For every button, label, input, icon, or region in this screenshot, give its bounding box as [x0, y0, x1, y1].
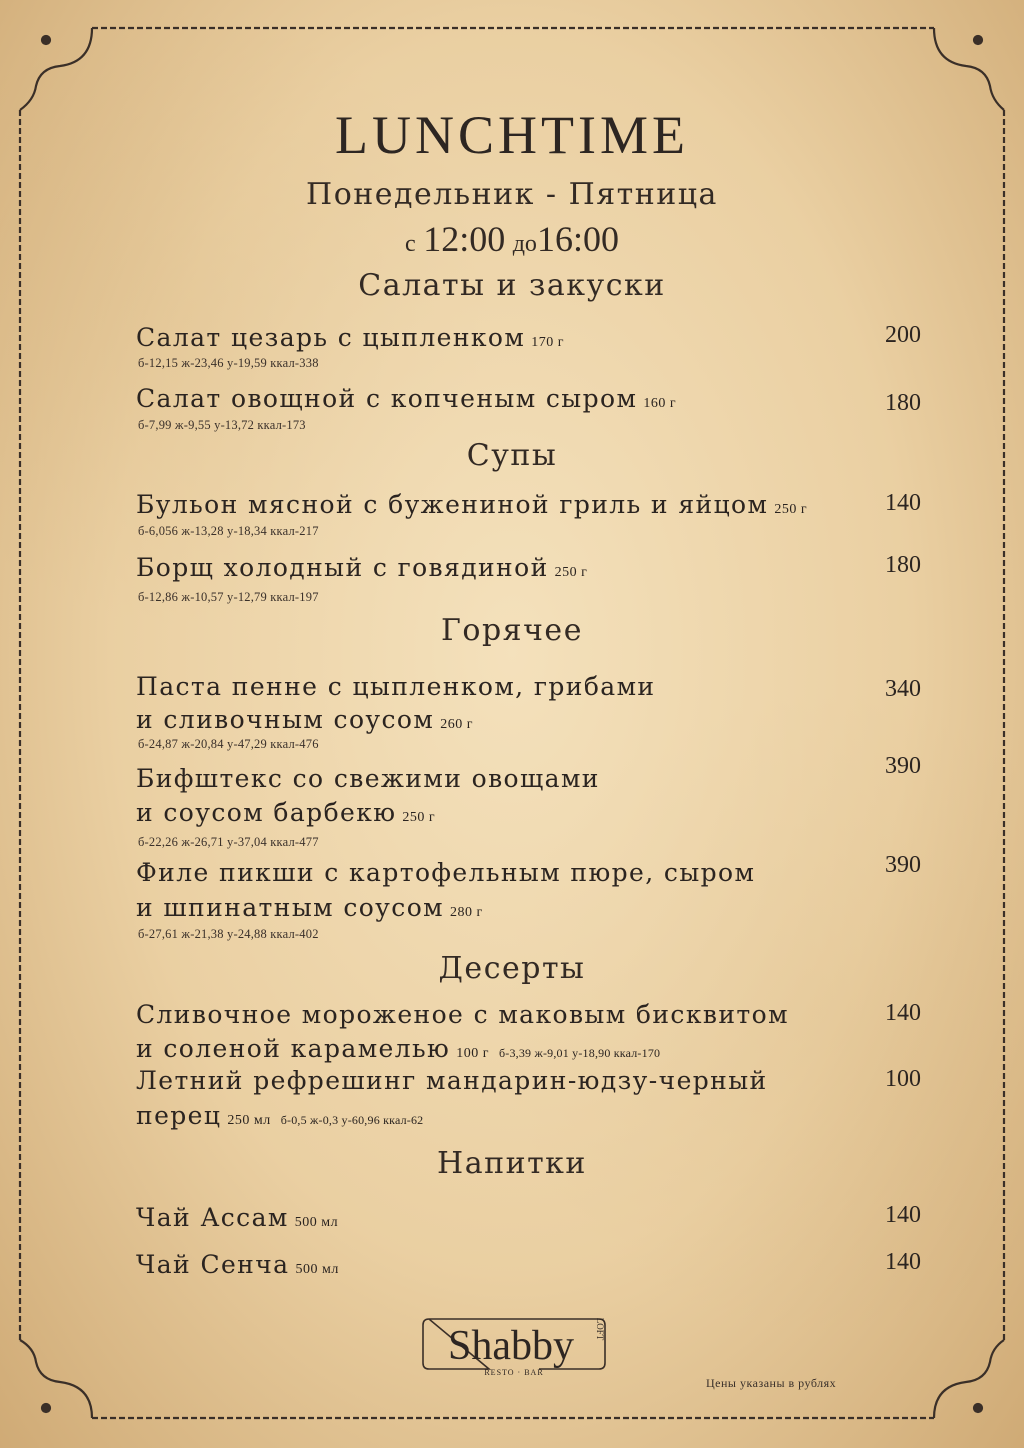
menu-item-price: 200 — [885, 322, 921, 348]
menu-item-nutrition: б-24,87 ж-20,84 у-47,29 ккал-476 — [138, 737, 319, 751]
menu-item-name-cont: перец 250 мл б-0,5 ж-0,3 у-60,96 ккал-62 — [136, 1101, 424, 1130]
menu-item-price: 390 — [885, 852, 921, 878]
logo-main-text: Shabby — [448, 1323, 574, 1369]
page-title: LUNCHTIME — [335, 105, 689, 165]
menu-item-name: Бифштекс со свежими овощами — [136, 764, 600, 793]
menu-item-price: 100 — [885, 1066, 921, 1092]
menu-item-nutrition: б-22,26 ж-26,71 у-37,04 ккал-477 — [138, 835, 319, 849]
menu-item-name: Сливочное мороженое с маковым бисквитом — [136, 1000, 789, 1029]
logo-top-text: LOFT — [595, 1317, 605, 1341]
hours-to-word: до — [512, 231, 537, 257]
hours-to: 16:00 — [536, 219, 619, 259]
menu-item-name: Чай Ассам 500 мл — [136, 1203, 339, 1232]
shabby-logo — [419, 1315, 609, 1381]
menu-item-name: Бульон мясной с бужениной гриль и яйцом 250 г — [136, 490, 808, 519]
menu-item-price: 390 — [885, 753, 921, 779]
menu-item-name: Филе пикши с картофельным пюре, сыром — [136, 858, 756, 887]
section-title-salads: Салаты и закуски — [358, 268, 666, 303]
hours-from: 12:00 — [423, 219, 506, 259]
menu-item-price: 180 — [885, 552, 921, 578]
menu-item-name: Паста пенне с цыпленком, грибами — [136, 672, 656, 701]
menu-item-price: 140 — [885, 1249, 921, 1275]
menu-item-nutrition: б-27,61 ж-21,38 у-24,88 ккал-402 — [138, 927, 319, 941]
menu-item-nutrition: б-6,056 ж-13,28 у-18,34 ккал-217 — [138, 524, 319, 538]
section-title-soups: Супы — [466, 438, 558, 473]
menu-item-nutrition: б-7,99 ж-9,55 у-13,72 ккал-173 — [138, 418, 306, 432]
menu-item-price: 140 — [885, 1202, 921, 1228]
menu-item-name-cont: и соусом барбекю 250 г — [136, 798, 436, 827]
days-label: Понедельник - Пятница — [306, 177, 718, 212]
menu-item-price: 340 — [885, 676, 921, 702]
menu-item-name: Летний рефрешинг мандарин-юдзу-черный — [136, 1066, 768, 1095]
section-title-hot: Горячее — [441, 613, 583, 648]
menu-item-price: 180 — [885, 390, 921, 416]
price-note: Цены указаны в рублях — [706, 1376, 837, 1390]
menu-item-name-cont: и шпинатным соусом 280 г — [136, 893, 483, 922]
menu-item-price: 140 — [885, 490, 921, 516]
logo-bottom-text: RESTO · BAR — [484, 1368, 544, 1377]
menu-item-name: Салат овощной с копченым сыром 160 г — [136, 384, 677, 413]
hours-from-word: с — [405, 231, 416, 257]
hours-label — [0, 218, 1024, 260]
menu-item-name: Салат цезарь с цыпленком 170 г — [136, 323, 564, 352]
menu-item-name-cont: и сливочным соусом 260 г — [136, 705, 473, 734]
menu-item-nutrition: б-12,86 ж-10,57 у-12,79 ккал-197 — [138, 590, 319, 604]
menu-item-name-cont: и соленой карамелью 100 г б-3,39 ж-9,01 у-18,90 ккал-170 — [136, 1034, 661, 1063]
menu-item-name: Чай Сенча 500 мл — [136, 1250, 339, 1279]
menu-item-price: 140 — [885, 1000, 921, 1026]
menu-item-nutrition: б-12,15 ж-23,46 у-19,59 ккал-338 — [138, 356, 319, 370]
section-title-drinks: Напитки — [437, 1146, 587, 1181]
menu-item-name: Борщ холодный с говядиной 250 г — [136, 553, 588, 582]
section-title-desserts: Десерты — [438, 951, 586, 986]
